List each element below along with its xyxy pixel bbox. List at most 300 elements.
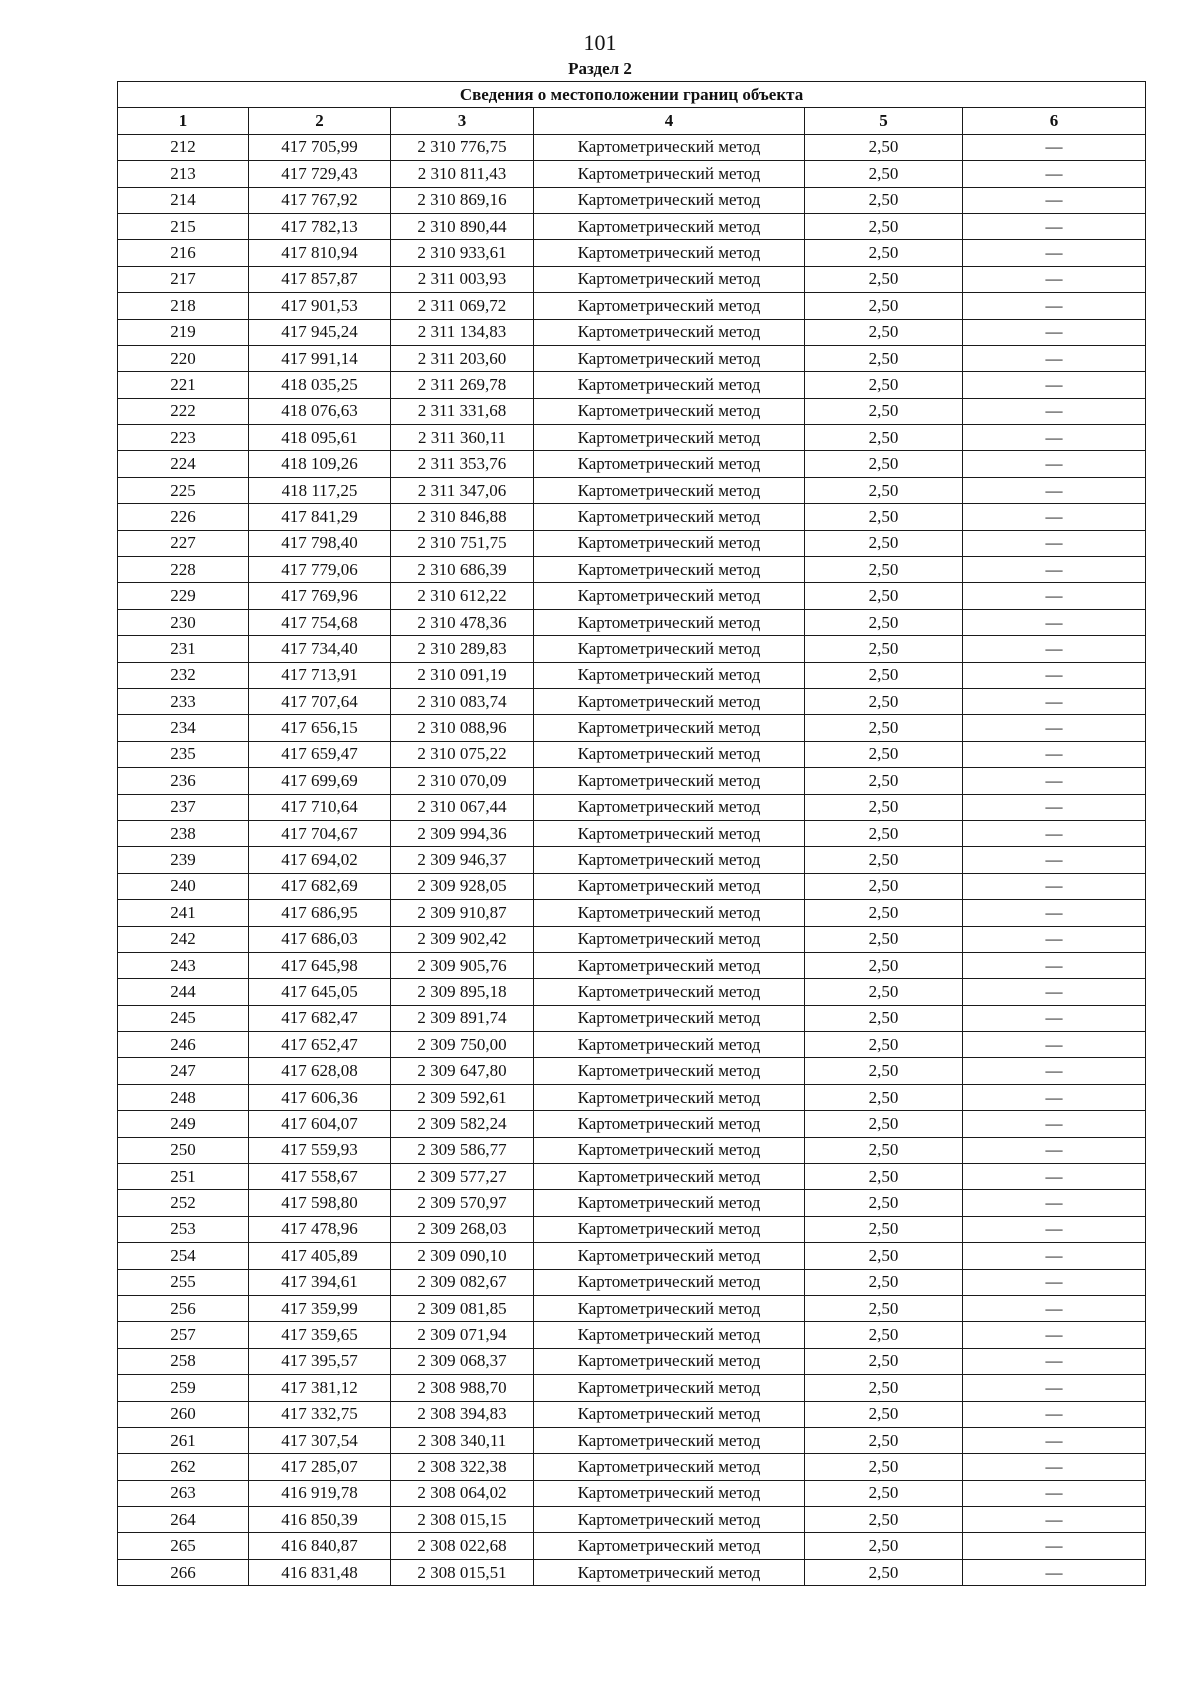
cell-method: Картометрический метод xyxy=(534,134,805,160)
cell-coordinate-y: 2 309 082,67 xyxy=(391,1269,534,1295)
cell-point-number: 241 xyxy=(118,900,249,926)
cell-description: — xyxy=(963,715,1146,741)
cell-description: — xyxy=(963,1348,1146,1374)
cell-coordinate-y: 2 310 289,83 xyxy=(391,636,534,662)
cell-coordinate-x: 417 857,87 xyxy=(249,266,391,292)
cell-coordinate-y: 2 309 902,42 xyxy=(391,926,534,952)
table-caption: Сведения о местоположении границ объекта xyxy=(118,82,1146,108)
cell-accuracy: 2,50 xyxy=(805,1005,963,1031)
cell-method: Картометрический метод xyxy=(534,425,805,451)
table-row xyxy=(118,451,1146,477)
table-row xyxy=(118,1401,1146,1427)
cell-accuracy: 2,50 xyxy=(805,715,963,741)
cell-point-number: 260 xyxy=(118,1401,249,1427)
cell-coordinate-x: 417 652,47 xyxy=(249,1032,391,1058)
cell-accuracy: 2,50 xyxy=(805,979,963,1005)
table-row xyxy=(118,319,1146,345)
cell-description: — xyxy=(963,1375,1146,1401)
cell-accuracy: 2,50 xyxy=(805,1137,963,1163)
cell-point-number: 239 xyxy=(118,847,249,873)
cell-coordinate-x: 417 707,64 xyxy=(249,688,391,714)
cell-description: — xyxy=(963,1216,1146,1242)
cell-accuracy: 2,50 xyxy=(805,425,963,451)
cell-accuracy: 2,50 xyxy=(805,372,963,398)
cell-accuracy: 2,50 xyxy=(805,1295,963,1321)
cell-description: — xyxy=(963,609,1146,635)
cell-description: — xyxy=(963,504,1146,530)
cell-description: — xyxy=(963,398,1146,424)
cell-method: Картометрический метод xyxy=(534,557,805,583)
cell-description: — xyxy=(963,1454,1146,1480)
cell-method: Картометрический метод xyxy=(534,1032,805,1058)
table-row xyxy=(118,1084,1146,1110)
table-row xyxy=(118,372,1146,398)
cell-method: Картометрический метод xyxy=(534,372,805,398)
cell-coordinate-y: 2 311 203,60 xyxy=(391,345,534,371)
cell-method: Картометрический метод xyxy=(534,161,805,187)
cell-description: — xyxy=(963,873,1146,899)
cell-coordinate-y: 2 310 075,22 xyxy=(391,741,534,767)
cell-accuracy: 2,50 xyxy=(805,1269,963,1295)
table-header-row xyxy=(118,108,1146,134)
cell-point-number: 213 xyxy=(118,161,249,187)
cell-method: Картометрический метод xyxy=(534,715,805,741)
cell-point-number: 248 xyxy=(118,1084,249,1110)
cell-accuracy: 2,50 xyxy=(805,1533,963,1559)
cell-accuracy: 2,50 xyxy=(805,794,963,820)
cell-coordinate-y: 2 309 586,77 xyxy=(391,1137,534,1163)
cell-method: Картометрический метод xyxy=(534,1058,805,1084)
cell-coordinate-y: 2 311 353,76 xyxy=(391,451,534,477)
cell-point-number: 212 xyxy=(118,134,249,160)
cell-description: — xyxy=(963,1269,1146,1295)
cell-method: Картометрический метод xyxy=(534,1559,805,1585)
cell-coordinate-x: 417 729,43 xyxy=(249,161,391,187)
cell-coordinate-y: 2 310 869,16 xyxy=(391,187,534,213)
cell-description: — xyxy=(963,1295,1146,1321)
cell-coordinate-y: 2 309 928,05 xyxy=(391,873,534,899)
table-row xyxy=(118,1559,1146,1585)
cell-method: Картометрический метод xyxy=(534,1480,805,1506)
cell-coordinate-y: 2 311 331,68 xyxy=(391,398,534,424)
column-header: 3 xyxy=(391,108,534,134)
cell-coordinate-x: 417 682,69 xyxy=(249,873,391,899)
cell-point-number: 253 xyxy=(118,1216,249,1242)
cell-description: — xyxy=(963,952,1146,978)
cell-point-number: 265 xyxy=(118,1533,249,1559)
table-row xyxy=(118,213,1146,239)
cell-method: Картометрический метод xyxy=(534,1348,805,1374)
table-row xyxy=(118,1533,1146,1559)
cell-accuracy: 2,50 xyxy=(805,1322,963,1348)
cell-description: — xyxy=(963,1032,1146,1058)
cell-description: — xyxy=(963,1559,1146,1585)
cell-coordinate-x: 417 694,02 xyxy=(249,847,391,873)
cell-method: Картометрический метод xyxy=(534,688,805,714)
cell-accuracy: 2,50 xyxy=(805,768,963,794)
cell-coordinate-x: 417 645,05 xyxy=(249,979,391,1005)
cell-method: Картометрический метод xyxy=(534,741,805,767)
cell-method: Картометрический метод xyxy=(534,820,805,846)
cell-coordinate-x: 417 782,13 xyxy=(249,213,391,239)
table-row xyxy=(118,1454,1146,1480)
cell-description: — xyxy=(963,477,1146,503)
cell-accuracy: 2,50 xyxy=(805,1058,963,1084)
cell-accuracy: 2,50 xyxy=(805,609,963,635)
cell-method: Картометрический метод xyxy=(534,187,805,213)
cell-description: — xyxy=(963,134,1146,160)
cell-accuracy: 2,50 xyxy=(805,1243,963,1269)
table-row xyxy=(118,1111,1146,1137)
cell-coordinate-x: 417 394,61 xyxy=(249,1269,391,1295)
cell-description: — xyxy=(963,213,1146,239)
table-row xyxy=(118,847,1146,873)
table-row xyxy=(118,583,1146,609)
cell-description: — xyxy=(963,187,1146,213)
cell-accuracy: 2,50 xyxy=(805,477,963,503)
cell-accuracy: 2,50 xyxy=(805,161,963,187)
cell-accuracy: 2,50 xyxy=(805,1216,963,1242)
cell-description: — xyxy=(963,583,1146,609)
cell-method: Картометрический метод xyxy=(534,451,805,477)
cell-coordinate-x: 417 810,94 xyxy=(249,240,391,266)
cell-coordinate-x: 417 405,89 xyxy=(249,1243,391,1269)
cell-coordinate-x: 417 598,80 xyxy=(249,1190,391,1216)
cell-method: Картометрический метод xyxy=(534,1243,805,1269)
cell-description: — xyxy=(963,1190,1146,1216)
cell-point-number: 261 xyxy=(118,1427,249,1453)
cell-coordinate-y: 2 310 751,75 xyxy=(391,530,534,556)
cell-coordinate-y: 2 309 647,80 xyxy=(391,1058,534,1084)
cell-description: — xyxy=(963,741,1146,767)
cell-description: — xyxy=(963,900,1146,926)
cell-accuracy: 2,50 xyxy=(805,1507,963,1533)
cell-coordinate-x: 417 659,47 xyxy=(249,741,391,767)
cell-coordinate-x: 416 850,39 xyxy=(249,1507,391,1533)
cell-coordinate-y: 2 311 347,06 xyxy=(391,477,534,503)
cell-method: Картометрический метод xyxy=(534,398,805,424)
cell-coordinate-x: 417 604,07 xyxy=(249,1111,391,1137)
cell-method: Картометрический метод xyxy=(534,1084,805,1110)
cell-coordinate-x: 417 699,69 xyxy=(249,768,391,794)
table-row xyxy=(118,1032,1146,1058)
table-row xyxy=(118,873,1146,899)
cell-method: Картометрический метод xyxy=(534,1137,805,1163)
cell-coordinate-y: 2 310 478,36 xyxy=(391,609,534,635)
cell-coordinate-x: 417 704,67 xyxy=(249,820,391,846)
cell-coordinate-x: 417 686,03 xyxy=(249,926,391,952)
cell-description: — xyxy=(963,1480,1146,1506)
cell-method: Картометрический метод xyxy=(534,266,805,292)
cell-coordinate-x: 417 991,14 xyxy=(249,345,391,371)
cell-coordinate-y: 2 308 394,83 xyxy=(391,1401,534,1427)
table-row xyxy=(118,398,1146,424)
table-row xyxy=(118,477,1146,503)
cell-point-number: 233 xyxy=(118,688,249,714)
cell-description: — xyxy=(963,662,1146,688)
cell-coordinate-x: 417 945,24 xyxy=(249,319,391,345)
cell-coordinate-y: 2 309 068,37 xyxy=(391,1348,534,1374)
cell-method: Картометрический метод xyxy=(534,1190,805,1216)
table-row xyxy=(118,1243,1146,1269)
cell-coordinate-y: 2 311 134,83 xyxy=(391,319,534,345)
cell-method: Картометрический метод xyxy=(534,662,805,688)
cell-method: Картометрический метод xyxy=(534,847,805,873)
cell-description: — xyxy=(963,1507,1146,1533)
cell-coordinate-y: 2 309 090,10 xyxy=(391,1243,534,1269)
table-row xyxy=(118,794,1146,820)
cell-description: — xyxy=(963,926,1146,952)
table-row xyxy=(118,1137,1146,1163)
cell-coordinate-x: 417 307,54 xyxy=(249,1427,391,1453)
cell-point-number: 244 xyxy=(118,979,249,1005)
cell-coordinate-y: 2 311 069,72 xyxy=(391,293,534,319)
cell-coordinate-y: 2 308 988,70 xyxy=(391,1375,534,1401)
cell-coordinate-y: 2 311 269,78 xyxy=(391,372,534,398)
cell-point-number: 259 xyxy=(118,1375,249,1401)
cell-accuracy: 2,50 xyxy=(805,1454,963,1480)
cell-method: Картометрический метод xyxy=(534,345,805,371)
cell-coordinate-y: 2 309 081,85 xyxy=(391,1295,534,1321)
table-row xyxy=(118,1295,1146,1321)
cell-description: — xyxy=(963,636,1146,662)
cell-coordinate-x: 417 734,40 xyxy=(249,636,391,662)
cell-accuracy: 2,50 xyxy=(805,240,963,266)
cell-coordinate-x: 417 686,95 xyxy=(249,900,391,926)
cell-accuracy: 2,50 xyxy=(805,557,963,583)
cell-accuracy: 2,50 xyxy=(805,873,963,899)
cell-description: — xyxy=(963,1427,1146,1453)
cell-description: — xyxy=(963,266,1146,292)
cell-description: — xyxy=(963,1533,1146,1559)
cell-method: Картометрический метод xyxy=(534,609,805,635)
cell-method: Картометрический метод xyxy=(534,1507,805,1533)
table-row xyxy=(118,926,1146,952)
cell-coordinate-x: 417 559,93 xyxy=(249,1137,391,1163)
cell-coordinate-x: 417 656,15 xyxy=(249,715,391,741)
cell-point-number: 250 xyxy=(118,1137,249,1163)
cell-method: Картометрический метод xyxy=(534,1216,805,1242)
cell-coordinate-x: 417 645,98 xyxy=(249,952,391,978)
cell-accuracy: 2,50 xyxy=(805,1480,963,1506)
cell-description: — xyxy=(963,1137,1146,1163)
cell-coordinate-y: 2 310 067,44 xyxy=(391,794,534,820)
cell-description: — xyxy=(963,820,1146,846)
cell-method: Картометрический метод xyxy=(534,794,805,820)
cell-method: Картометрический метод xyxy=(534,1454,805,1480)
table-row xyxy=(118,979,1146,1005)
cell-coordinate-y: 2 311 003,93 xyxy=(391,266,534,292)
table-row xyxy=(118,768,1146,794)
cell-description: — xyxy=(963,688,1146,714)
cell-method: Картометрический метод xyxy=(534,240,805,266)
cell-accuracy: 2,50 xyxy=(805,530,963,556)
cell-accuracy: 2,50 xyxy=(805,741,963,767)
cell-coordinate-x: 417 682,47 xyxy=(249,1005,391,1031)
cell-accuracy: 2,50 xyxy=(805,134,963,160)
cell-point-number: 219 xyxy=(118,319,249,345)
cell-accuracy: 2,50 xyxy=(805,952,963,978)
cell-description: — xyxy=(963,768,1146,794)
cell-point-number: 264 xyxy=(118,1507,249,1533)
cell-description: — xyxy=(963,557,1146,583)
cell-point-number: 263 xyxy=(118,1480,249,1506)
cell-coordinate-x: 417 841,29 xyxy=(249,504,391,530)
cell-point-number: 216 xyxy=(118,240,249,266)
cell-coordinate-x: 416 831,48 xyxy=(249,1559,391,1585)
cell-description: — xyxy=(963,372,1146,398)
cell-coordinate-y: 2 310 612,22 xyxy=(391,583,534,609)
table-row xyxy=(118,504,1146,530)
cell-coordinate-x: 417 558,67 xyxy=(249,1164,391,1190)
cell-point-number: 247 xyxy=(118,1058,249,1084)
cell-coordinate-x: 418 095,61 xyxy=(249,425,391,451)
cell-point-number: 243 xyxy=(118,952,249,978)
cell-point-number: 234 xyxy=(118,715,249,741)
cell-accuracy: 2,50 xyxy=(805,900,963,926)
cell-point-number: 214 xyxy=(118,187,249,213)
cell-coordinate-x: 417 798,40 xyxy=(249,530,391,556)
cell-method: Картометрический метод xyxy=(534,979,805,1005)
table-row xyxy=(118,187,1146,213)
cell-coordinate-x: 417 901,53 xyxy=(249,293,391,319)
cell-method: Картометрический метод xyxy=(534,293,805,319)
cell-point-number: 230 xyxy=(118,609,249,635)
table-row xyxy=(118,1322,1146,1348)
cell-point-number: 246 xyxy=(118,1032,249,1058)
cell-description: — xyxy=(963,293,1146,319)
cell-point-number: 240 xyxy=(118,873,249,899)
cell-method: Картометрический метод xyxy=(534,636,805,662)
cell-method: Картометрический метод xyxy=(534,504,805,530)
cell-description: — xyxy=(963,1401,1146,1427)
cell-point-number: 251 xyxy=(118,1164,249,1190)
cell-coordinate-y: 2 310 776,75 xyxy=(391,134,534,160)
cell-method: Картометрический метод xyxy=(534,1401,805,1427)
cell-point-number: 218 xyxy=(118,293,249,319)
cell-description: — xyxy=(963,1111,1146,1137)
cell-coordinate-y: 2 309 750,00 xyxy=(391,1032,534,1058)
cell-coordinate-x: 417 359,65 xyxy=(249,1322,391,1348)
table-row xyxy=(118,1269,1146,1295)
cell-coordinate-y: 2 310 070,09 xyxy=(391,768,534,794)
cell-coordinate-x: 417 332,75 xyxy=(249,1401,391,1427)
cell-point-number: 224 xyxy=(118,451,249,477)
cell-coordinate-y: 2 309 895,18 xyxy=(391,979,534,1005)
cell-accuracy: 2,50 xyxy=(805,1375,963,1401)
cell-point-number: 235 xyxy=(118,741,249,767)
cell-point-number: 257 xyxy=(118,1322,249,1348)
cell-point-number: 232 xyxy=(118,662,249,688)
cell-coordinate-x: 417 769,96 xyxy=(249,583,391,609)
cell-point-number: 262 xyxy=(118,1454,249,1480)
cell-description: — xyxy=(963,240,1146,266)
cell-point-number: 229 xyxy=(118,583,249,609)
cell-coordinate-x: 417 779,06 xyxy=(249,557,391,583)
table-row xyxy=(118,1427,1146,1453)
cell-accuracy: 2,50 xyxy=(805,1032,963,1058)
cell-accuracy: 2,50 xyxy=(805,1401,963,1427)
cell-accuracy: 2,50 xyxy=(805,926,963,952)
table-row xyxy=(118,557,1146,583)
cell-coordinate-x: 416 840,87 xyxy=(249,1533,391,1559)
cell-method: Картометрический метод xyxy=(534,873,805,899)
table-row xyxy=(118,134,1146,160)
cell-method: Картометрический метод xyxy=(534,926,805,952)
cell-point-number: 266 xyxy=(118,1559,249,1585)
cell-coordinate-y: 2 309 946,37 xyxy=(391,847,534,873)
cell-coordinate-x: 417 359,99 xyxy=(249,1295,391,1321)
cell-accuracy: 2,50 xyxy=(805,504,963,530)
table-row xyxy=(118,1348,1146,1374)
cell-description: — xyxy=(963,847,1146,873)
page-number: 101 xyxy=(583,30,617,55)
cell-coordinate-y: 2 310 088,96 xyxy=(391,715,534,741)
cell-method: Картометрический метод xyxy=(534,213,805,239)
cell-coordinate-y: 2 310 846,88 xyxy=(391,504,534,530)
cell-description: — xyxy=(963,451,1146,477)
cell-method: Картометрический метод xyxy=(534,1269,805,1295)
cell-coordinate-y: 2 310 091,19 xyxy=(391,662,534,688)
cell-point-number: 221 xyxy=(118,372,249,398)
table-row xyxy=(118,530,1146,556)
cell-description: — xyxy=(963,345,1146,371)
table-row xyxy=(118,662,1146,688)
cell-point-number: 236 xyxy=(118,768,249,794)
cell-accuracy: 2,50 xyxy=(805,398,963,424)
cell-coordinate-x: 417 478,96 xyxy=(249,1216,391,1242)
cell-accuracy: 2,50 xyxy=(805,847,963,873)
cell-coordinate-x: 418 117,25 xyxy=(249,477,391,503)
table-row xyxy=(118,900,1146,926)
cell-coordinate-x: 417 381,12 xyxy=(249,1375,391,1401)
table-row xyxy=(118,266,1146,292)
cell-accuracy: 2,50 xyxy=(805,293,963,319)
cell-coordinate-x: 417 285,07 xyxy=(249,1454,391,1480)
table-row xyxy=(118,293,1146,319)
cell-accuracy: 2,50 xyxy=(805,636,963,662)
cell-accuracy: 2,50 xyxy=(805,345,963,371)
table-row xyxy=(118,425,1146,451)
table-row xyxy=(118,609,1146,635)
table-row xyxy=(118,741,1146,767)
cell-point-number: 252 xyxy=(118,1190,249,1216)
table-row xyxy=(118,1375,1146,1401)
cell-point-number: 256 xyxy=(118,1295,249,1321)
cell-description: — xyxy=(963,979,1146,1005)
cell-method: Картометрический метод xyxy=(534,477,805,503)
cell-accuracy: 2,50 xyxy=(805,1084,963,1110)
cell-coordinate-x: 417 705,99 xyxy=(249,134,391,160)
cell-point-number: 255 xyxy=(118,1269,249,1295)
cell-description: — xyxy=(963,319,1146,345)
cell-description: — xyxy=(963,1084,1146,1110)
column-header: 6 xyxy=(963,108,1146,134)
table-row xyxy=(118,1164,1146,1190)
cell-point-number: 249 xyxy=(118,1111,249,1137)
cell-coordinate-y: 2 311 360,11 xyxy=(391,425,534,451)
section-title: Раздел 2 xyxy=(568,59,632,78)
cell-coordinate-y: 2 308 022,68 xyxy=(391,1533,534,1559)
cell-accuracy: 2,50 xyxy=(805,1559,963,1585)
cell-coordinate-y: 2 309 582,24 xyxy=(391,1111,534,1137)
table-row xyxy=(118,345,1146,371)
cell-method: Картометрический метод xyxy=(534,1427,805,1453)
cell-method: Картометрический метод xyxy=(534,319,805,345)
cell-coordinate-y: 2 309 592,61 xyxy=(391,1084,534,1110)
table-caption-row xyxy=(118,82,1146,108)
cell-method: Картометрический метод xyxy=(534,1375,805,1401)
